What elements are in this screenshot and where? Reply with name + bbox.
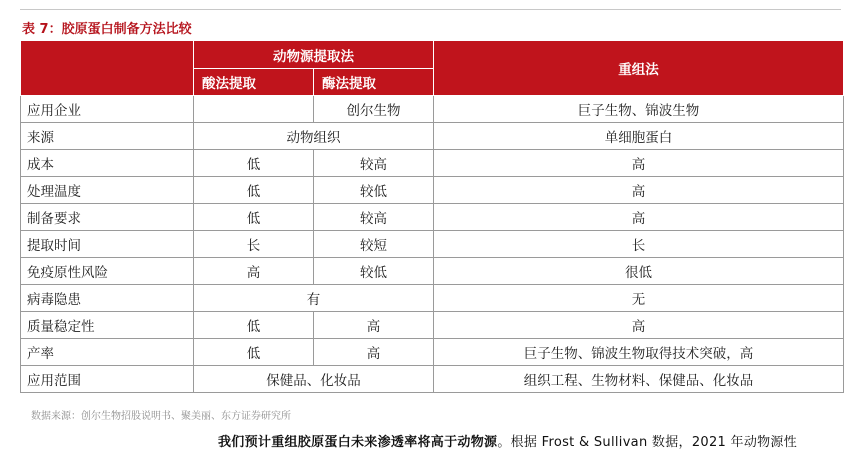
top-divider [20,9,841,10]
cell-enzyme: 较低 [314,177,434,204]
cell-recombinant: 高 [434,204,844,231]
cell-acid: 高 [194,258,314,285]
cell-acid: 低 [194,339,314,366]
cell-enzyme: 较短 [314,231,434,258]
cell-acid: 低 [194,177,314,204]
cell-enzyme: 高 [314,312,434,339]
row-name: 提取时间 [21,231,194,258]
cell-animal: 动物组织 [194,123,434,150]
row-name: 病毒隐患 [21,285,194,312]
data-source-note: 数据来源：创尔生物招股说明书、聚美丽、东方证券研究所 [31,411,291,422]
header-row-1 [21,41,844,69]
body-paragraph [218,431,797,450]
table-row [21,285,844,312]
cell-recombinant: 巨子生物、锦波生物取得技术突破，高 [434,339,844,366]
header-animal-group: 动物源提取法 [194,41,434,69]
cell-acid: 长 [194,231,314,258]
row-name: 处理温度 [21,177,194,204]
row-name: 应用企业 [21,96,194,123]
table-row [21,366,844,393]
cell-animal: 有 [194,285,434,312]
cell-animal: 保健品、化妆品 [194,366,434,393]
cell-enzyme: 较高 [314,204,434,231]
cell-enzyme: 较低 [314,258,434,285]
table-row [21,123,844,150]
cell-recombinant: 很低 [434,258,844,285]
table-row [21,204,844,231]
cell-recombinant: 组织工程、生物材料、保健品、化妆品 [434,366,844,393]
row-name: 应用范围 [21,366,194,393]
table-row [21,150,844,177]
row-name: 制备要求 [21,204,194,231]
comparison-table [20,40,844,393]
table-row [21,177,844,204]
row-name: 免疫原性风险 [21,258,194,285]
cell-recombinant: 高 [434,150,844,177]
header-blank [21,41,194,96]
table-row [21,312,844,339]
row-name: 质量稳定性 [21,312,194,339]
header-recombinant: 重组法 [434,41,844,96]
table-row [21,231,844,258]
cell-acid: 低 [194,204,314,231]
table-row [21,339,844,366]
table-row [21,96,844,123]
cell-recombinant: 高 [434,312,844,339]
cell-enzyme: 高 [314,339,434,366]
table-caption: 表 7：胶原蛋白制备方法比较 [22,22,192,37]
cell-recombinant: 长 [434,231,844,258]
cell-recombinant: 无 [434,285,844,312]
cell-acid: 低 [194,150,314,177]
cell-enzyme: 创尔生物 [314,96,434,123]
row-name: 来源 [21,123,194,150]
body-normal-text: 。根据 Frost & Sullivan 数据，2021 年动物源性 [497,435,798,450]
cell-acid [194,96,314,123]
header-acid: 酸法提取 [194,69,314,96]
cell-recombinant: 高 [434,177,844,204]
cell-recombinant: 单细胞蛋白 [434,123,844,150]
cell-recombinant: 巨子生物、锦波生物 [434,96,844,123]
row-name: 成本 [21,150,194,177]
row-name: 产率 [21,339,194,366]
table-row [21,258,844,285]
cell-acid: 低 [194,312,314,339]
body-bold-text: 我们预计重组胶原蛋白未来渗透率将高于动物源 [218,435,498,450]
cell-enzyme: 较高 [314,150,434,177]
header-enzyme: 酶法提取 [314,69,434,96]
